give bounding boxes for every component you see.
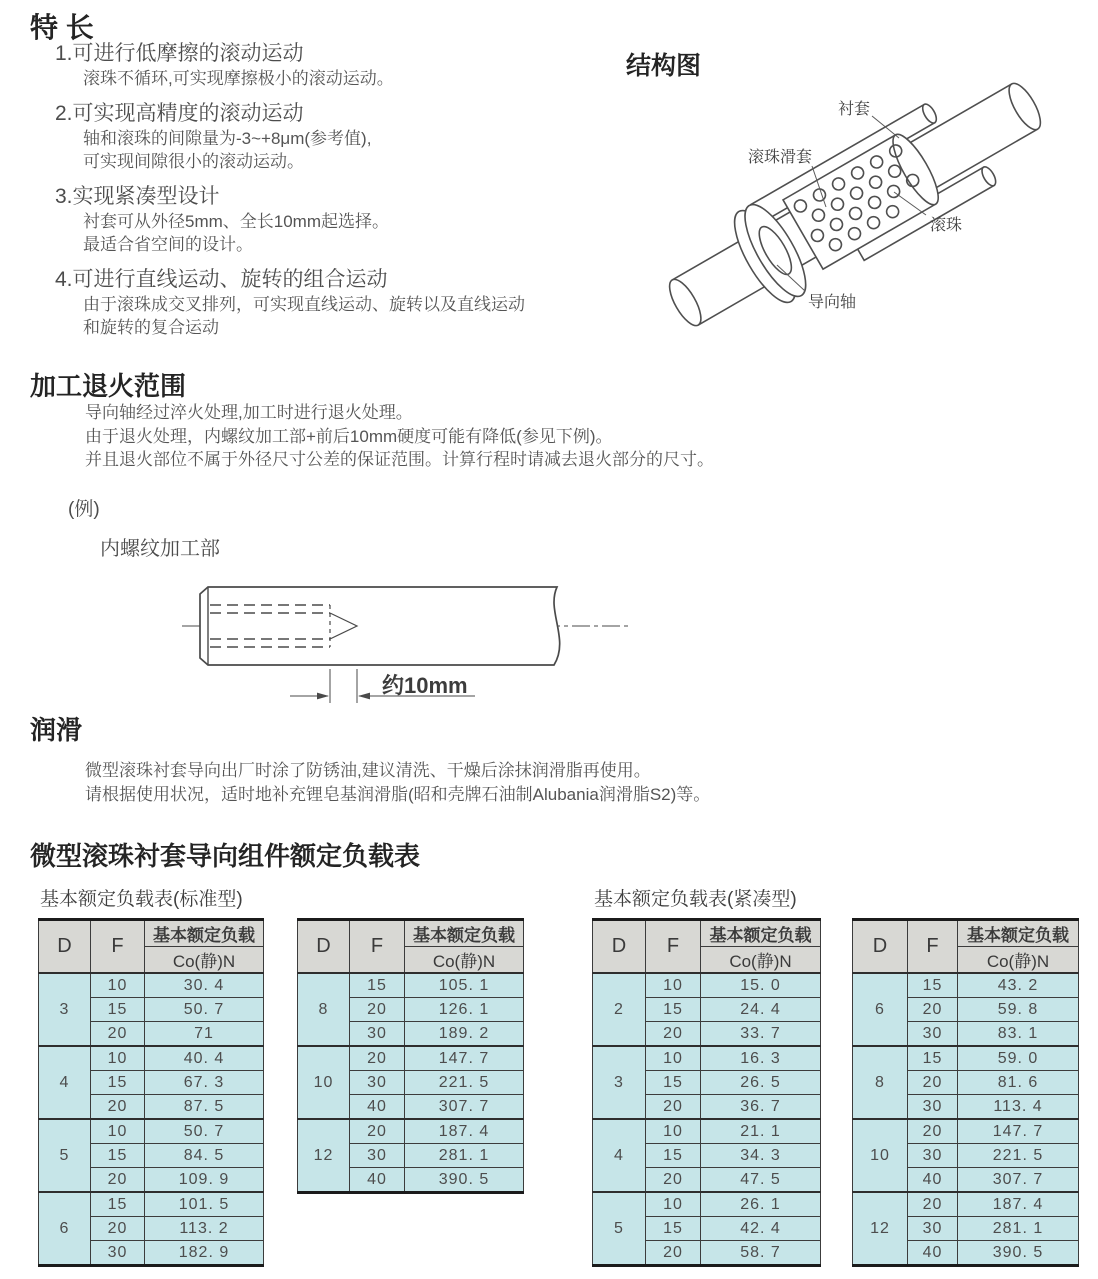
cell-load-value: 34. 3 xyxy=(701,1144,821,1168)
cell-load-value: 187. 4 xyxy=(405,1119,524,1144)
feature-item-title: 1.可进行低摩擦的滚动运动 xyxy=(55,42,304,65)
table-header-row xyxy=(39,920,264,947)
cell-load-value: 42. 4 xyxy=(701,1217,821,1241)
table-row xyxy=(593,1046,821,1071)
table-row xyxy=(39,1192,264,1217)
cell-load-value: 26. 5 xyxy=(701,1071,821,1095)
label-guide-shaft: 导向轴 xyxy=(808,294,857,311)
cell-load-value: 126. 1 xyxy=(405,998,524,1022)
cell-length: 10 xyxy=(646,1119,701,1144)
label-ball-sleeve: 滚珠滑套 xyxy=(748,149,813,166)
cell-length: 20 xyxy=(91,1095,145,1120)
cell-length: 40 xyxy=(350,1095,405,1120)
cell-load-value: 281. 1 xyxy=(958,1217,1079,1241)
cell-load-value: 84. 5 xyxy=(145,1144,264,1168)
cell-length: 10 xyxy=(91,973,145,998)
cell-load-value: 147. 7 xyxy=(405,1046,524,1071)
load-table-standard-b xyxy=(297,918,524,1194)
dimension-label: 约10mm xyxy=(382,673,468,698)
cell-length: 15 xyxy=(91,998,145,1022)
cell-load-value: 24. 4 xyxy=(701,998,821,1022)
cell-length: 15 xyxy=(91,1071,145,1095)
cell-load-value: 182. 9 xyxy=(145,1241,264,1266)
cell-length: 15 xyxy=(91,1144,145,1168)
column-header-d: D xyxy=(593,920,646,974)
cell-length: 15 xyxy=(350,973,405,998)
cell-length: 20 xyxy=(350,998,405,1022)
cell-diameter: 12 xyxy=(853,1192,908,1266)
label-bushing: 衬套 xyxy=(838,101,871,118)
feature-item-desc: 轴和滚珠的间隙量为-3~+8μm(参考值), xyxy=(83,129,372,148)
annealing-title: 加工退火范围 xyxy=(30,371,187,401)
cell-length: 15 xyxy=(646,1071,701,1095)
cell-diameter: 4 xyxy=(39,1046,91,1119)
cell-length: 10 xyxy=(91,1046,145,1071)
cell-length: 15 xyxy=(646,998,701,1022)
feature-item-title: 3.实现紧凑型设计 xyxy=(55,185,220,208)
column-header-d: D xyxy=(39,920,91,974)
cell-diameter: 5 xyxy=(593,1192,646,1266)
cell-diameter: 10 xyxy=(298,1046,350,1119)
shaft-outline xyxy=(200,587,560,665)
cell-diameter: 3 xyxy=(39,973,91,1046)
cell-load-value: 281. 1 xyxy=(405,1144,524,1168)
cell-load-value: 40. 4 xyxy=(145,1046,264,1071)
table-row xyxy=(39,973,264,998)
table-head xyxy=(593,920,821,974)
cell-load-value: 50. 7 xyxy=(145,1119,264,1144)
cell-length: 10 xyxy=(91,1119,145,1144)
column-header-load: 基本额定负载 xyxy=(405,920,524,947)
table-head xyxy=(39,920,264,974)
table-row xyxy=(853,1046,1079,1071)
load-table-standard-a xyxy=(38,918,264,1267)
cell-length: 20 xyxy=(908,1192,958,1217)
cell-length: 20 xyxy=(91,1022,145,1047)
annealing-paragraph xyxy=(85,401,945,472)
cell-load-value: 101. 5 xyxy=(145,1192,264,1217)
cell-diameter: 8 xyxy=(298,973,350,1046)
cell-load-value: 307. 7 xyxy=(405,1095,524,1120)
feature-item-desc: 由于滚珠成交叉排列，可实现直线运动、旋转以及直线运动 xyxy=(83,295,525,314)
cell-length: 20 xyxy=(91,1217,145,1241)
cell-length: 20 xyxy=(91,1168,145,1193)
column-header-unit: Co(静)N xyxy=(145,947,264,974)
cell-length: 30 xyxy=(908,1095,958,1120)
cell-diameter: 12 xyxy=(298,1119,350,1193)
cell-load-value: 390. 5 xyxy=(405,1168,524,1193)
table-body xyxy=(298,973,524,1193)
annealing-line: 并且退火部位不属于外径尺寸公差的保证范围。计算行程时请减去退火部分的尺寸。 xyxy=(85,450,714,469)
column-header-f: F xyxy=(908,920,958,974)
table-row xyxy=(39,1119,264,1144)
table-body xyxy=(39,973,264,1266)
cell-load-value: 26. 1 xyxy=(701,1192,821,1217)
cell-diameter: 8 xyxy=(853,1046,908,1119)
lubrication-line: 微型滚珠衬套导向出厂时涂了防锈油,建议清洗、干燥后涂抹润滑脂再使用。 xyxy=(85,761,651,780)
structure-diagram xyxy=(610,78,1098,350)
cell-diameter: 5 xyxy=(39,1119,91,1192)
feature-item xyxy=(55,100,615,173)
lubrication-line: 请根据使用状况，适时地补充锂皂基润滑脂(昭和壳牌石油制Alubania润滑脂S2)等。 xyxy=(85,784,711,804)
table-row xyxy=(298,1046,524,1071)
table-header-row xyxy=(853,920,1079,947)
annealing-line: 由于退火处理，内螺纹加工部+前后10mm硬度可能有降低(参见下例)。 xyxy=(85,426,613,446)
table-header-row xyxy=(298,920,524,947)
cell-length: 20 xyxy=(646,1168,701,1193)
cell-load-value: 59. 0 xyxy=(958,1046,1079,1071)
cell-load-value: 187. 4 xyxy=(958,1192,1079,1217)
cell-load-value: 221. 5 xyxy=(405,1071,524,1095)
features-list xyxy=(55,40,615,349)
table-row xyxy=(298,1119,524,1144)
cell-load-value: 83. 1 xyxy=(958,1022,1079,1047)
cell-length: 20 xyxy=(350,1119,405,1144)
cell-length: 10 xyxy=(646,973,701,998)
cell-load-value: 50. 7 xyxy=(145,998,264,1022)
table-row xyxy=(853,973,1079,998)
table-row xyxy=(853,1192,1079,1217)
cell-load-value: 113. 2 xyxy=(145,1217,264,1241)
table-body xyxy=(853,973,1079,1266)
feature-item-desc: 滚珠不循环,可实现摩擦极小的滚动运动。 xyxy=(83,69,394,88)
annealing-example-diagram xyxy=(180,573,640,715)
feature-item-desc: 衬套可从外径5mm、全长10mm起选择。 xyxy=(83,212,390,231)
cell-load-value: 81. 6 xyxy=(958,1071,1079,1095)
cell-load-value: 59. 8 xyxy=(958,998,1079,1022)
table-row xyxy=(853,1119,1079,1144)
cell-load-value: 58. 7 xyxy=(701,1241,821,1266)
cell-length: 40 xyxy=(350,1168,405,1193)
feature-item-desc: 最适合省空间的设计。 xyxy=(83,235,253,254)
annealing-line: 导向轴经过淬火处理,加工时进行退火处理。 xyxy=(85,403,413,422)
column-header-load: 基本额定负载 xyxy=(701,920,821,947)
cell-load-value: 33. 7 xyxy=(701,1022,821,1047)
column-header-f: F xyxy=(91,920,145,974)
cell-diameter: 6 xyxy=(853,973,908,1046)
load-tables-title: 微型滚珠衬套导向组件额定负载表 xyxy=(30,841,421,871)
cell-length: 30 xyxy=(350,1144,405,1168)
cell-load-value: 15. 0 xyxy=(701,973,821,998)
cell-load-value: 147. 7 xyxy=(958,1119,1079,1144)
cell-load-value: 21. 1 xyxy=(701,1119,821,1144)
cell-length: 15 xyxy=(646,1217,701,1241)
table-head xyxy=(853,920,1079,974)
cell-length: 10 xyxy=(646,1046,701,1071)
cell-length: 15 xyxy=(908,973,958,998)
column-header-unit: Co(静)N xyxy=(701,947,821,974)
lubrication-title: 润滑 xyxy=(30,715,83,745)
cell-load-value: 67. 3 xyxy=(145,1071,264,1095)
features-title: 特 长 xyxy=(30,12,94,43)
column-header-load: 基本额定负载 xyxy=(958,920,1079,947)
table-row xyxy=(593,1192,821,1217)
table-header-row xyxy=(593,920,821,947)
cell-length: 30 xyxy=(91,1241,145,1266)
example-label: (例) xyxy=(68,499,100,520)
feature-item-desc: 和旋转的复合运动 xyxy=(83,318,219,337)
standard-table-caption: 基本额定负载表(标准型) xyxy=(40,889,243,910)
feature-item xyxy=(55,40,615,90)
cell-load-value: 109. 9 xyxy=(145,1168,264,1193)
cell-length: 15 xyxy=(646,1144,701,1168)
lubrication-paragraph xyxy=(85,759,985,806)
cell-length: 30 xyxy=(908,1144,958,1168)
cell-length: 30 xyxy=(908,1217,958,1241)
cell-length: 15 xyxy=(91,1192,145,1217)
column-header-unit: Co(静)N xyxy=(958,947,1079,974)
cell-load-value: 43. 2 xyxy=(958,973,1079,998)
cell-length: 20 xyxy=(646,1241,701,1266)
thread-section-label: 内螺纹加工部 xyxy=(100,538,220,560)
cell-load-value: 71 xyxy=(145,1022,264,1047)
cell-load-value: 390. 5 xyxy=(958,1241,1079,1266)
column-header-d: D xyxy=(853,920,908,974)
load-table-compact-b xyxy=(852,918,1079,1267)
structure-figure-title: 结构图 xyxy=(626,52,702,80)
cell-length: 40 xyxy=(908,1241,958,1266)
cell-load-value: 221. 5 xyxy=(958,1144,1079,1168)
feature-item xyxy=(55,183,615,256)
feature-item-title: 2.可实现高精度的滚动运动 xyxy=(55,102,304,125)
cell-load-value: 307. 7 xyxy=(958,1168,1079,1193)
cell-load-value: 105. 1 xyxy=(405,973,524,998)
table-body xyxy=(593,973,821,1266)
cell-load-value: 189. 2 xyxy=(405,1022,524,1047)
cell-length: 20 xyxy=(908,1119,958,1144)
cell-length: 20 xyxy=(908,1071,958,1095)
cell-load-value: 36. 7 xyxy=(701,1095,821,1120)
table-row xyxy=(39,1046,264,1071)
cell-diameter: 2 xyxy=(593,973,646,1046)
cell-load-value: 16. 3 xyxy=(701,1046,821,1071)
cell-length: 30 xyxy=(908,1022,958,1047)
column-header-f: F xyxy=(646,920,701,974)
load-table-compact-a xyxy=(592,918,821,1267)
column-header-f: F xyxy=(350,920,405,974)
cell-length: 20 xyxy=(908,998,958,1022)
cell-length: 20 xyxy=(646,1095,701,1120)
cell-load-value: 47. 5 xyxy=(701,1168,821,1193)
feature-item-desc: 可实现间隙很小的滚动运动。 xyxy=(83,152,304,171)
cell-diameter: 6 xyxy=(39,1192,91,1266)
table-row xyxy=(593,1119,821,1144)
cell-length: 40 xyxy=(908,1168,958,1193)
cell-load-value: 113. 4 xyxy=(958,1095,1079,1120)
cell-length: 30 xyxy=(350,1022,405,1047)
table-row xyxy=(298,973,524,998)
cell-length: 30 xyxy=(350,1071,405,1095)
compact-table-caption: 基本额定负载表(紧凑型) xyxy=(594,889,797,910)
cell-diameter: 10 xyxy=(853,1119,908,1192)
column-header-load: 基本额定负载 xyxy=(145,920,264,947)
cell-length: 20 xyxy=(350,1046,405,1071)
table-row xyxy=(593,973,821,998)
cell-length: 10 xyxy=(646,1192,701,1217)
cell-length: 15 xyxy=(908,1046,958,1071)
label-ball: 滚珠 xyxy=(930,217,963,234)
feature-item xyxy=(55,266,615,339)
cell-diameter: 3 xyxy=(593,1046,646,1119)
cell-length: 20 xyxy=(646,1022,701,1047)
cell-load-value: 30. 4 xyxy=(145,973,264,998)
column-header-d: D xyxy=(298,920,350,974)
table-head xyxy=(298,920,524,974)
column-header-unit: Co(静)N xyxy=(405,947,524,974)
cell-load-value: 87. 5 xyxy=(145,1095,264,1120)
feature-item-title: 4.可进行直线运动、旋转的组合运动 xyxy=(55,268,388,291)
cell-diameter: 4 xyxy=(593,1119,646,1192)
